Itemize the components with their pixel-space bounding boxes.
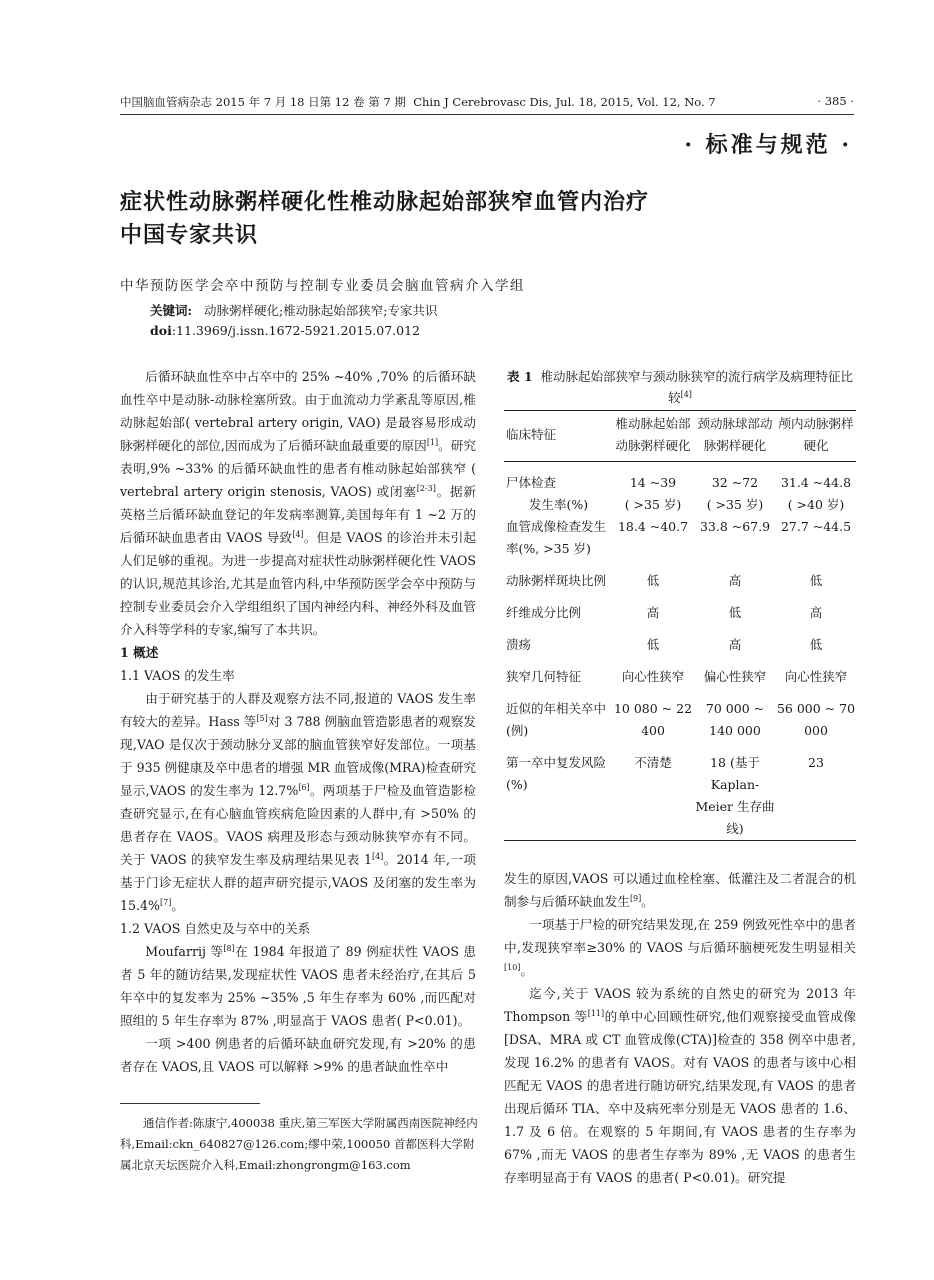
header-rule: [120, 114, 854, 115]
table-caption: [504, 366, 856, 408]
section-label: · 标准与规范 ·: [684, 132, 852, 158]
text: 。: [171, 898, 184, 913]
table-row: [504, 688, 856, 742]
text: 一项基于尸检的研究结果发现,在 259 例致死性卒中的患者中,发现狭窄率≥30% 的 VAOS 与后循环脑梗死发生明显相关: [504, 917, 856, 955]
keywords: [150, 301, 437, 319]
heading-1: 1 概述: [120, 645, 159, 660]
left-column: [120, 365, 476, 1078]
table-cell: 33.8 ~67.9: [699, 519, 771, 534]
table-cell: ( >35 岁): [624, 497, 682, 512]
table-cell: 高: [809, 605, 823, 620]
table-caption-text: 椎动脉起始部狭窄与颈动脉狭窄的流行病学及病理特征比较: [540, 369, 854, 405]
paragraph: [120, 687, 476, 917]
footnote-rule: [120, 1103, 260, 1104]
text: 由于研究基于的人群及观察方法不同,报道的 VAOS 发生率有较大的差异。Hass 等: [120, 691, 476, 729]
table-row: [504, 560, 856, 592]
text: 的单中心回顾性研究,他们观察接受血管成像[DSA、MRA 或 CT 血管成像(CTA)]检查的 358 例卒中患者,发现 16.2% 的患者有 VAOS。对有 VAOS 的患者与该中心相匹配无 VAOS 的患者进行随访研究,结果发现,有 VAOS 的患者出现后循环 TIA、卒中及病死率分别是无 VAOS 患者的 1.6、1.7 及 6 倍。在观察的 5 年期间,有 VAOS 患者的生存率为 67% ,而无 VAOS 的患者生存率为 89% ,无 VAOS 的患者生存率明显高于有 VAOS 的患者( P<0.01)。研究提: [504, 1009, 856, 1185]
citation[interactable]: [2-3]: [416, 483, 436, 493]
heading-1-2: 1.2 VAOS 自然史及与卒中的关系: [120, 921, 311, 936]
doi-label: doi: [150, 323, 172, 338]
table-header-row: [504, 411, 856, 462]
table-cell: ( >40 岁): [787, 497, 845, 512]
table-cell: 18 (基于 Kaplan-Meier 生存曲线): [695, 755, 775, 836]
table-cell: 尸体检查: [506, 475, 557, 490]
footnote: [120, 1113, 480, 1176]
table-cell: 14 ~39: [629, 475, 677, 490]
authors: 中华预防医学会卒中预防与控制专业委员会脑血管病介入学组: [120, 278, 525, 294]
text: Moufarrij 等: [145, 944, 224, 959]
column-header: 椎动脉起始部动脉粥样硬化: [615, 416, 691, 453]
table-cell: 18.4 ~40.7: [617, 519, 689, 534]
table-cell: 偏心性狭窄: [703, 669, 767, 684]
table-cell: 27.7 ~44.5: [780, 519, 852, 534]
table-cell: 31.4 ~44.8: [780, 475, 852, 490]
table-cell: 血管成像检查发生率(%, >35 岁): [506, 519, 607, 556]
paragraph: [504, 867, 856, 913]
text: 在 1984 年报道了 89 例症状性 VAOS 患者 5 年的随访结果,发现症状性 VAOS 患者未经治疗,在其后 5 年卒中的复发率为 25% ~35% ,5 年生存率为 60% ,而匹配对照组的 5 年生存率为 87% ,明显高于 VAOS 患者( P<0.01)。: [120, 944, 476, 1028]
table-cell: 纤维成分比例: [506, 605, 582, 620]
citation[interactable]: [1]: [426, 437, 439, 447]
journal-citation: [120, 94, 716, 110]
table-cell: 近似的年相关卒中(例): [506, 701, 607, 738]
text: 。: [641, 894, 654, 909]
table-cell: 向心性狭窄: [784, 669, 848, 684]
table-cell: 23: [808, 755, 824, 770]
table-cell: 溃疡: [506, 637, 532, 652]
paragraph: 一项 >400 例患者的后循环缺血研究发现,有 >20% 的患者存在 VAOS,且 VAOS 可以解释 >9% 的患者缺血性卒中: [120, 1036, 476, 1074]
doi-text: :11.3969/j.issn.1672-5921.2015.07.012: [171, 323, 420, 338]
citation[interactable]: [7]: [160, 897, 172, 907]
text: 迄今,关于 VAOS 较为系统的自然史的研究为 2013 年 Thompson 等: [504, 986, 856, 1024]
citation[interactable]: [8]: [223, 943, 235, 953]
table-cell: 低: [646, 573, 660, 588]
doi: [150, 323, 420, 338]
table-1: [504, 410, 856, 841]
table-cell: 狭窄几何特征: [506, 669, 582, 684]
journal-name-en: Chin J Cerebrovasc Dis, Jul. 18, 2015, Vol. 12, No. 7: [413, 95, 716, 109]
text: 。但是 VAOS 的诊治并未引起人们足够的重视。为进一步提高对症状性动脉粥样硬化性 VAOS 的认识,规范其诊治,尤其是血管内科,中华预防医学会卒中预防与控制专业委员会介入学组组织了国内神经内科、神经外科及血管介入科等学科的专家,编写了本共识。: [120, 530, 476, 637]
column-header: 临床特征: [506, 427, 557, 442]
table-cell: 32 ~72: [711, 475, 759, 490]
page-number: · 385 ·: [817, 94, 854, 108]
text: 。2014 年,一项基于门诊无症状人群的超声研究提示,VAOS 及闭塞的发生率为 15.4%: [120, 852, 476, 913]
citation[interactable]: [10]: [504, 962, 521, 972]
heading-1-1: 1.1 VAOS 的发生率: [120, 668, 235, 683]
table-row: [504, 494, 856, 516]
table-cell: ( >35 岁): [706, 497, 764, 512]
table-cell: 高: [728, 637, 742, 652]
title-line-1: 症状性动脉粥样硬化性椎动脉起始部狭窄血管内治疗: [120, 189, 650, 215]
text: 。两项基于尸检及血管造影检查研究显示,在有心脑血管疾病危险因素的人群中,有 >50% 的患者存在 VAOS。VAOS 病理及形态与颈动脉狭窄亦有不同。关于 VAOS 的狭窄发生率及病理结果见表 1: [120, 783, 476, 867]
text: 后循环缺血性卒中占卒中的 25% ~40% ,70% 的后循环缺血性卒中是动脉-动脉栓塞所致。由于血流动力学紊乱等原因,椎动脉起始部( vertebral artery origin, VAO) 是最容易形成动脉粥样硬化的部位,因而成为了后循环缺血最重要的原因: [120, 369, 476, 453]
table-cell: 向心性狭窄: [621, 669, 685, 684]
text: 。研究表明,9% ~33% 的后循环缺血性的患者有椎动脉起始部狭窄 ( vertebral artery origin stenosis, VAOS) 或闭塞: [120, 438, 477, 499]
citation[interactable]: [9]: [629, 893, 642, 903]
citation[interactable]: [11]: [587, 1008, 605, 1018]
column-header: 颅内动脉粥样硬化: [778, 416, 854, 453]
journal-name: 中国脑血管病杂志 2015 年 7 月 18 日第 12 卷 第 7 期: [120, 95, 406, 109]
table-label: 表 1: [506, 369, 533, 384]
text: 。: [520, 963, 534, 978]
table-cell: 动脉粥样斑块比例: [506, 573, 607, 588]
table-cell: 低: [728, 605, 742, 620]
paragraph: [120, 940, 476, 1032]
table-row: [504, 462, 856, 495]
table-row: [504, 624, 856, 656]
table-row: [504, 742, 856, 841]
footnote-text: 通信作者:陈康宁,400038 重庆,第三军医大学附属西南医院神经内科,Email:ckn_640827@126.com;缪中荣,100050 首都医科大学附属北京天坛医院介入科,Email:zhongrongm@163.com: [120, 1116, 478, 1172]
paragraph: [120, 365, 476, 641]
citation[interactable]: [4]: [292, 529, 304, 539]
right-column: [504, 867, 856, 1189]
citation[interactable]: [4]: [371, 851, 384, 861]
table-cell: 高: [728, 573, 742, 588]
table-row: [504, 516, 856, 560]
table-cell: 10 080 ~ 22 400: [613, 701, 693, 738]
text: 。据新英格兰后循环缺血登记的年发病率测算,美国每年有 1 ~2 万的后循环缺血患者由 VAOS 导致: [120, 484, 476, 545]
table-cell: 不清楚: [634, 755, 672, 770]
citation[interactable]: [6]: [298, 782, 310, 792]
text: 发生的原因,VAOS 可以通过血栓栓塞、低灌注及二者混合的机制参与后循环缺血发生: [504, 871, 856, 909]
table-cell: 高: [646, 605, 660, 620]
keywords-label: 关键词:: [150, 303, 193, 318]
table-cell: 低: [809, 637, 823, 652]
keywords-text: 动脉粥样硬化;椎动脉起始部狭窄;专家共识: [204, 303, 438, 318]
citation[interactable]: [4]: [680, 389, 692, 399]
text: 对 3 788 例脑血管造影患者的观察发现,VAO 是仅次于颈动脉分叉部的脑血管狭窄好发部位。一项基于 935 例健康及卒中患者的增强 MR 血管成像(MRA)检查研究显示,VAOS 的发生率为 12.7%: [120, 714, 477, 798]
table-cell: 第一卒中复发风险(%): [506, 755, 607, 792]
table-row: [504, 656, 856, 688]
paragraph: [504, 982, 856, 1189]
table-cell: 发生率(%): [529, 497, 589, 512]
paragraph: [504, 913, 856, 982]
table-cell: 低: [646, 637, 660, 652]
table-cell: 56 000 ~ 70 000: [776, 701, 856, 738]
table-row: [504, 592, 856, 624]
table-cell: 低: [809, 573, 823, 588]
title-line-2: 中国专家共识: [120, 222, 259, 248]
table-cell: 70 000 ~ 140 000: [705, 701, 765, 738]
column-header: 颈动脉球部动脉粥样硬化: [697, 416, 773, 453]
article-title: [120, 186, 649, 252]
citation[interactable]: [5]: [256, 713, 268, 723]
